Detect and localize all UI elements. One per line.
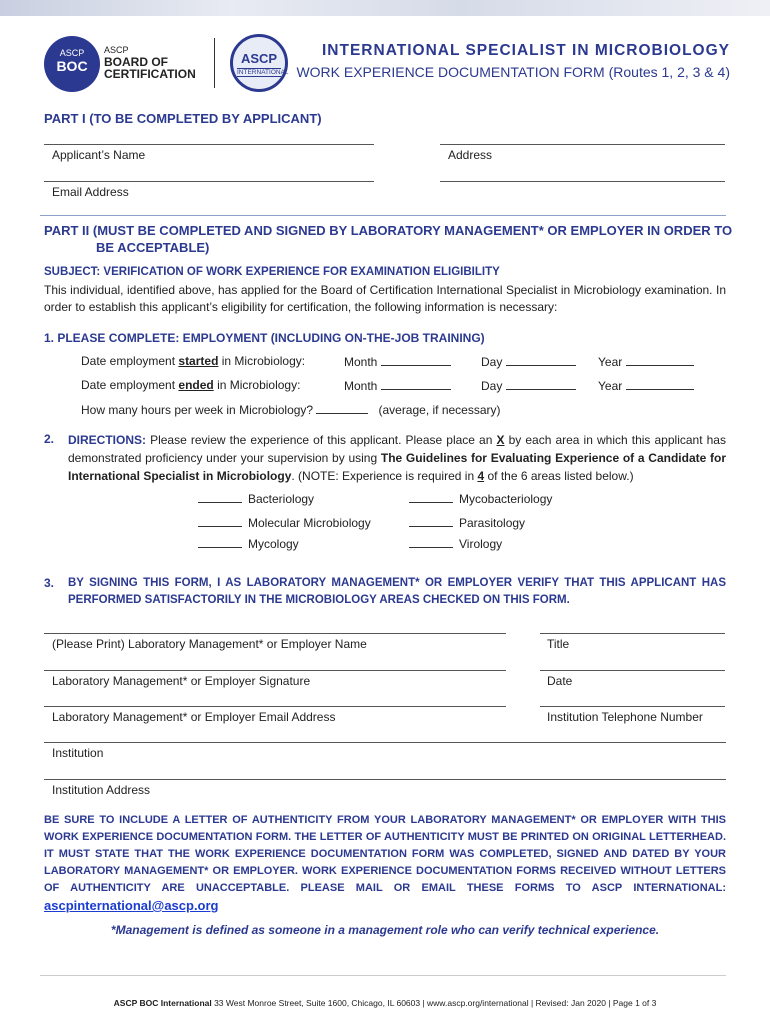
signature-line[interactable] — [44, 670, 506, 671]
boc-logo-top: ASCP — [59, 48, 85, 58]
started-month-input[interactable] — [381, 354, 451, 366]
directions-text-a: Please review the experience of this applicant. Please place an — [146, 433, 497, 447]
management-definition: *Management is defined as someone in a management role who can verify technical experience. — [110, 923, 660, 937]
area-bacteriology — [198, 491, 314, 506]
area-parasitology — [409, 515, 525, 530]
part2-heading-line2: BE ACCEPTABLE) — [96, 240, 210, 255]
started-day — [481, 354, 576, 369]
seal-sub-text: INTERNATIONAL — [237, 69, 289, 76]
address-line[interactable] — [440, 144, 725, 145]
address-line-2[interactable] — [440, 181, 725, 182]
institution-line[interactable] — [44, 742, 726, 743]
area-bacteriology-input[interactable] — [198, 491, 242, 503]
top-banner — [0, 0, 770, 16]
x-mark: X — [496, 433, 505, 447]
directions-text-b: by each area in which this applicant has demonstrated proficiency under your supervision by using — [68, 433, 726, 465]
ended-month-label: Month — [344, 379, 378, 393]
part2-heading-line1: PART II (MUST BE COMPLETED AND SIGNED BY LABORATORY MANAGEMENT* OR EMPLOYER IN ORDER TO — [44, 223, 733, 238]
seal-main-text: ASCP — [240, 51, 278, 66]
guidelines-title: The Guidelines for Evaluating Experience of a Candidate for International Specialist in Microbiology — [68, 451, 726, 483]
started-pre: Date employment — [81, 354, 179, 368]
directions-label: DIRECTIONS: — [68, 433, 146, 447]
section3-number: 3. — [44, 576, 55, 590]
area-virology-input[interactable] — [409, 536, 453, 548]
telephone-label: Institution Telephone Number — [547, 710, 703, 724]
ended-month — [344, 378, 451, 393]
required-count: 4 — [477, 469, 485, 483]
ended-post: in Microbiology: — [213, 378, 301, 392]
page-footer — [0, 998, 770, 1008]
hours-input[interactable] — [316, 402, 368, 414]
boc-logo-main: BOC — [56, 58, 88, 74]
section2-number: 2. — [44, 432, 55, 446]
area-molecular-input[interactable] — [198, 515, 242, 527]
applicant-name-line[interactable] — [44, 144, 374, 145]
institution-label: Institution — [52, 746, 104, 760]
applicant-name-label: Applicant’s Name — [52, 148, 146, 162]
ended-day-label: Day — [481, 379, 503, 393]
area-virology — [409, 536, 502, 551]
area-mycology-label: Mycology — [248, 537, 299, 551]
started-day-label: Day — [481, 355, 503, 369]
started-month — [344, 354, 451, 369]
authenticity-notice — [44, 812, 726, 916]
email-line[interactable] — [44, 181, 374, 182]
title-label: Title — [547, 637, 570, 651]
boc-wordmark-line1: BOARD OF — [104, 55, 168, 69]
intro-paragraph: This individual, identified above, has applied for the Board of Certification International Specialist in Microbiology examination. In order to establish this applicant’s eligibility for certification, the following information is necessary: — [44, 283, 726, 314]
ascp-international-seal — [230, 34, 288, 92]
area-mycobacteriology-label: Mycobacteriology — [459, 492, 553, 506]
footer-divider — [40, 975, 726, 976]
signature-label: Laboratory Management* or Employer Signature — [52, 674, 311, 688]
section3-statement: BY SIGNING THIS FORM, I AS LABORATORY MANAGEMENT* OR EMPLOYER VERIFY THAT THIS APPLICANT HAS PERFORMED SATISFACTORILY IN THE MICROBIOLOGY AREAS CHECKED ON THIS FORM. — [68, 577, 726, 606]
logo-divider — [214, 38, 215, 88]
institution-address-line[interactable] — [44, 779, 726, 780]
hours-label: How many hours per week in Microbiology? — [81, 403, 314, 417]
email-label: Email Address — [52, 185, 129, 199]
footer-org: ASCP BOC International — [113, 998, 212, 1008]
area-parasitology-input[interactable] — [409, 515, 453, 527]
ended-day — [481, 378, 576, 393]
area-mycology-input[interactable] — [198, 536, 242, 548]
contact-email-link[interactable]: ascpinternational@ascp.org — [44, 898, 219, 913]
section1-label: 1. PLEASE COMPLETE: EMPLOYMENT (INCLUDING ON-THE-JOB TRAINING) — [44, 331, 485, 345]
title-line[interactable] — [540, 633, 725, 634]
directions-text-d: of the 6 areas listed below.) — [484, 469, 634, 483]
started-month-label: Month — [344, 355, 378, 369]
boc-wordmark-line2: CERTIFICATION — [104, 67, 196, 81]
hours-row — [81, 402, 501, 417]
hours-note: (average, if necessary) — [378, 403, 501, 417]
area-mycobacteriology — [409, 491, 552, 506]
part-separator — [40, 215, 726, 216]
started-label — [81, 354, 305, 368]
ended-year — [598, 378, 694, 393]
boc-wordmark-small: ASCP — [104, 45, 129, 55]
ended-day-input[interactable] — [506, 378, 576, 390]
date-line[interactable] — [540, 670, 725, 671]
area-molecular — [198, 515, 371, 530]
area-mycobacteriology-input[interactable] — [409, 491, 453, 503]
ended-year-input[interactable] — [626, 378, 694, 390]
ended-label — [81, 378, 300, 392]
started-post: in Microbiology: — [218, 354, 306, 368]
employer-email-line[interactable] — [44, 706, 506, 707]
address-label: Address — [448, 148, 493, 162]
notice-text: BE SURE TO INCLUDE A LETTER OF AUTHENTICITY FROM YOUR LABORATORY MANAGEMENT* OR EMPLOYER WITH THIS WORK EXPERIENCE DOCUMENTATION FORM. THE LETTER OF AUTHENTICITY MUST BE PRINTED ON ORIGINAL LETTERHEAD. IT MUST STATE THAT THE WORK EXPERIENCE DOCUMENTATION FORM WAS COMPLETED, SIGNED AND DATED BY YOUR LABORATORY MANAGEMENT* OR EMPLOYER. WORK EXPERIENCE DOCUMENTATION FORMS RECEIVED WITHOUT LETTERS OF AUTHENTICITY ARE UNACCEPTABLE. PLEASE MAIL OR EMAIL THESE FORMS TO ASCP INTERNATIONAL: — [44, 814, 726, 894]
area-mycology — [198, 536, 299, 551]
boc-logo — [44, 36, 100, 92]
telephone-line[interactable] — [540, 706, 725, 707]
area-molecular-label: Molecular Microbiology — [248, 516, 371, 530]
employer-name-label: (Please Print) Laboratory Management* or Employer Name — [52, 637, 367, 651]
ended-pre: Date employment — [81, 378, 179, 392]
footer-details: 33 West Monroe Street, Suite 1600, Chicago, IL 60603 | www.ascp.org/international | Revised: Jan 2020 | Page 1 of 3 — [211, 998, 657, 1008]
boc-wordmark — [104, 44, 196, 80]
area-virology-label: Virology — [459, 537, 503, 551]
employer-email-label: Laboratory Management* or Employer Email Address — [52, 710, 336, 724]
area-parasitology-label: Parasitology — [459, 516, 526, 530]
started-year — [598, 354, 694, 369]
ended-month-input[interactable] — [381, 378, 451, 390]
directions-paragraph — [68, 431, 726, 485]
date-label: Date — [547, 674, 573, 688]
part1-heading: PART I (TO BE COMPLETED BY APPLICANT) — [44, 111, 322, 126]
ended-year-label: Year — [598, 379, 623, 393]
started-word: started — [178, 354, 219, 368]
started-year-input[interactable] — [626, 354, 694, 366]
form-title: INTERNATIONAL SPECIALIST IN MICROBIOLOGY — [322, 42, 730, 59]
institution-address-label: Institution Address — [52, 783, 151, 797]
started-year-label: Year — [598, 355, 623, 369]
subject-line: SUBJECT: VERIFICATION OF WORK EXPERIENCE FOR EXAMINATION ELIGIBILITY — [44, 266, 500, 278]
area-bacteriology-label: Bacteriology — [248, 492, 315, 506]
employer-name-line[interactable] — [44, 633, 506, 634]
form-subtitle: WORK EXPERIENCE DOCUMENTATION FORM (Routes 1, 2, 3 & 4) — [296, 64, 730, 80]
ended-word: ended — [178, 378, 214, 392]
started-day-input[interactable] — [506, 354, 576, 366]
directions-text-c: . (NOTE: Experience is required in — [291, 469, 478, 483]
